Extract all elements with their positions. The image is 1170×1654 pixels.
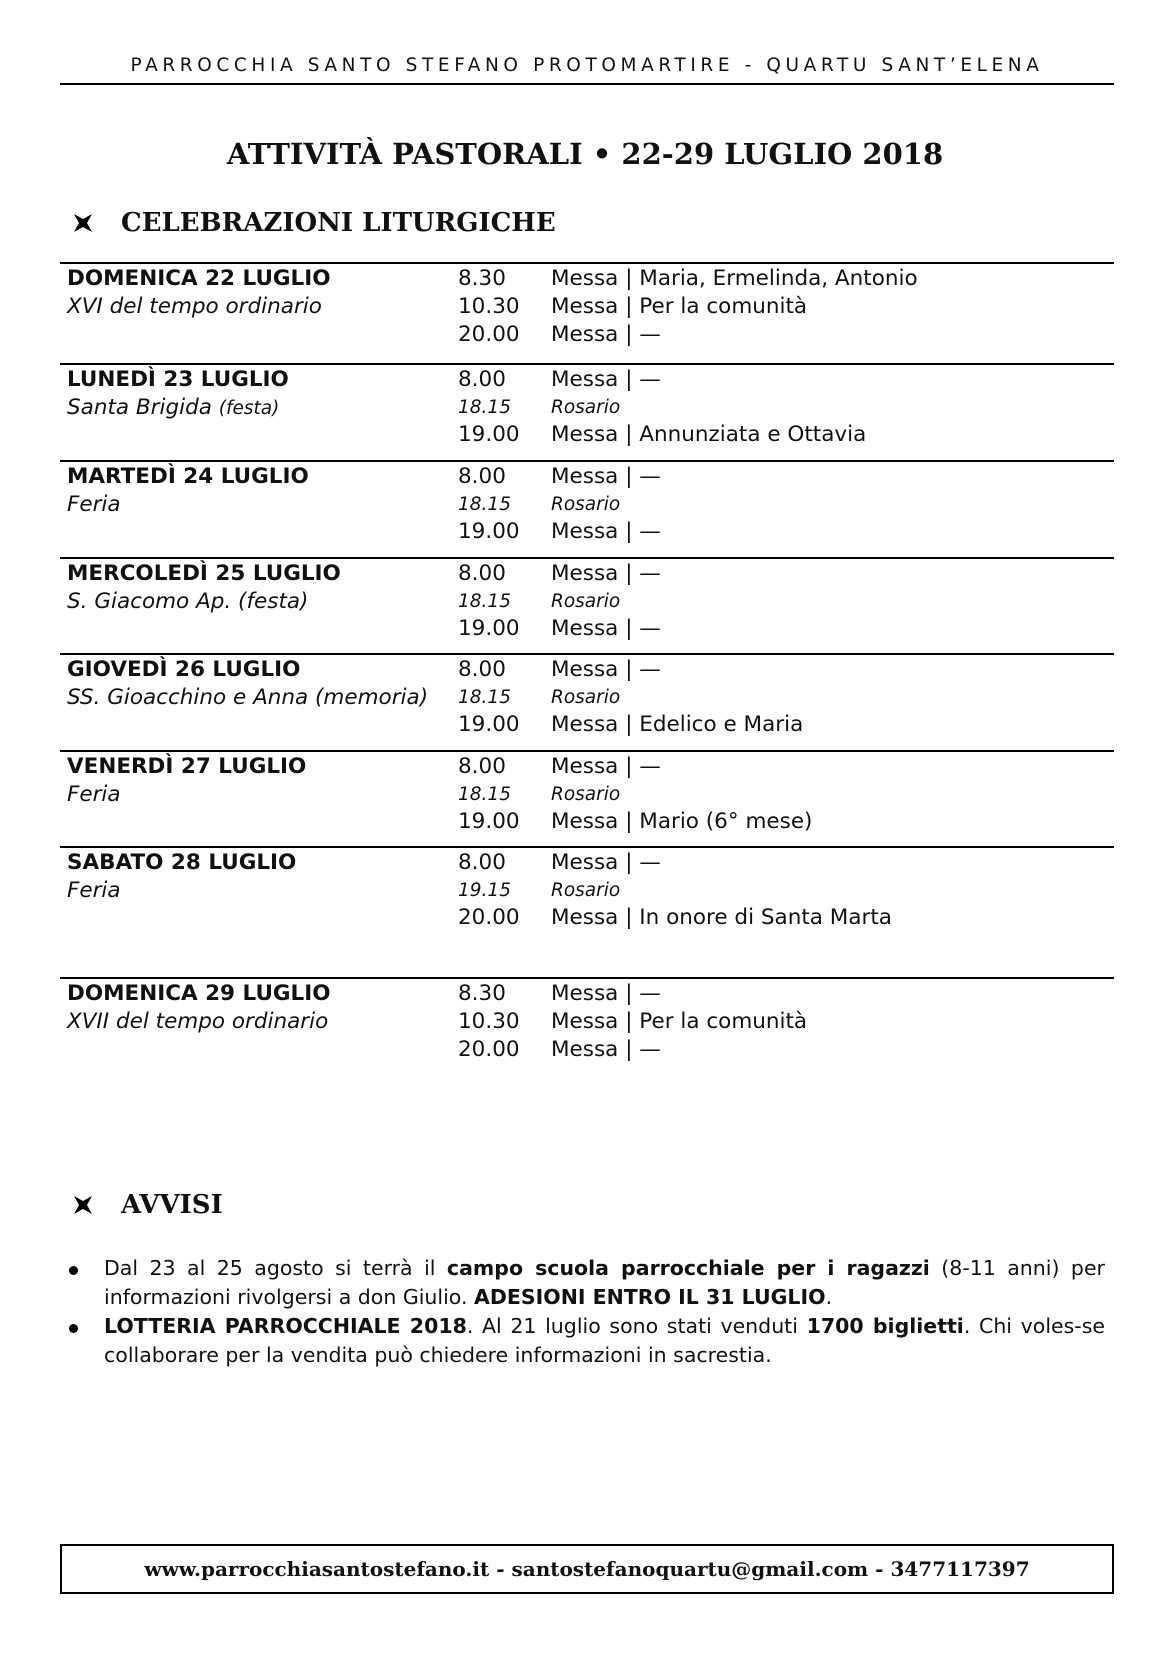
celebrations-heading <box>73 203 556 243</box>
schedule-event <box>458 394 1108 421</box>
event-time: 8.30 <box>458 266 506 291</box>
email-link[interactable]: santostefanoquartu@gmail.com <box>511 1557 869 1581</box>
event-time: 8.00 <box>458 754 506 779</box>
event-time: 18.15 <box>458 687 511 708</box>
notice-text: . <box>825 1285 833 1309</box>
day-subtitle: XVI del tempo ordinario <box>67 294 322 319</box>
parish-header <box>60 54 1114 85</box>
notice-item <box>65 1254 1105 1312</box>
event-desc: Messa | Mario (6° mese) <box>551 809 813 834</box>
event-desc: Messa | — <box>551 616 661 641</box>
event-desc: Messa | In onore di Santa Marta <box>551 905 892 930</box>
event-desc: Messa | Edelico e Maria <box>551 712 804 737</box>
notice-bold: ADESIONI ENTRO IL 31 LUGLIO <box>474 1285 826 1309</box>
schedule-day <box>60 846 1114 930</box>
schedule-event <box>458 293 1108 321</box>
schedule-event <box>458 849 1108 877</box>
event-time: 8.00 <box>458 657 506 682</box>
schedule-event <box>458 1036 1108 1064</box>
schedule-event <box>458 560 1108 588</box>
event-time: 20.00 <box>458 905 520 930</box>
cross-star-icon <box>73 1195 93 1215</box>
event-time: 18.15 <box>458 494 511 515</box>
website-link[interactable]: www.parrocchiasantostefano.it <box>144 1557 490 1581</box>
page-title: ATTIVITÀ PASTORALI • 22-29 LUGLIO 2018 <box>226 137 944 171</box>
schedule-day <box>60 460 1114 544</box>
event-desc: Messa | — <box>551 1037 661 1062</box>
cross-star-icon <box>73 213 93 233</box>
schedule-day <box>60 653 1114 737</box>
schedule-event <box>458 491 1108 518</box>
day-name: LUNEDÌ 23 LUGLIO <box>67 367 289 392</box>
schedule-event <box>458 711 1108 739</box>
event-desc: Messa | Per la comunità <box>551 294 808 319</box>
day-subtitle: Santa Brigida (festa) <box>67 395 280 420</box>
event-time: 18.15 <box>458 591 511 612</box>
schedule-day <box>60 977 1114 1062</box>
notice-bold: 1700 biglietti <box>806 1314 964 1338</box>
notice-bold: campo scuola parrocchiale per i ragazzi <box>446 1256 930 1280</box>
notices-title: AVVISI <box>121 1190 223 1220</box>
notices-heading <box>73 1185 223 1225</box>
bullet-icon <box>69 1324 78 1333</box>
notices-list <box>65 1254 1105 1370</box>
event-time: 18.15 <box>458 784 511 805</box>
day-name: GIOVEDÌ 26 LUGLIO <box>67 657 301 682</box>
schedule-event <box>458 781 1108 808</box>
schedule-event <box>458 421 1108 449</box>
day-note: (festa) <box>218 398 280 419</box>
schedule-event <box>458 265 1108 293</box>
notice-text: Dal 23 al 25 agosto si terrà il <box>104 1256 447 1280</box>
notice-text: (8-11 anni) per informazioni rivolgersi a don Giulio. <box>104 1256 1105 1309</box>
event-time: 20.00 <box>458 322 520 347</box>
schedule-event <box>458 615 1108 643</box>
schedule-event <box>458 980 1108 1008</box>
event-desc: Messa | — <box>551 981 661 1006</box>
day-name: MARTEDÌ 24 LUGLIO <box>67 464 309 489</box>
event-desc: Messa | — <box>551 519 661 544</box>
schedule-event <box>458 588 1108 615</box>
phone-number: 3477117397 <box>890 1557 1030 1581</box>
event-desc: Messa | Per la comunità <box>551 1009 808 1034</box>
event-time: 10.30 <box>458 1009 520 1034</box>
event-desc: Messa | Maria, Ermelinda, Antonio <box>551 266 918 291</box>
event-time: 19.15 <box>458 880 511 901</box>
schedule-event <box>458 518 1108 546</box>
event-time: 8.30 <box>458 981 506 1006</box>
schedule-event <box>458 808 1108 836</box>
event-time: 8.00 <box>458 850 506 875</box>
day-subtitle: SS. Gioacchino e Anna (memoria) <box>67 685 429 710</box>
event-desc: Rosario <box>551 687 621 708</box>
footer-separator: - <box>489 1557 512 1581</box>
notice-text: . Al 21 luglio sono stati venduti <box>466 1314 807 1338</box>
event-time: 19.00 <box>458 422 520 447</box>
day-subtitle: S. Giacomo Ap. (festa) <box>67 589 309 614</box>
schedule-event <box>458 877 1108 904</box>
day-subtitle: Feria <box>67 782 121 807</box>
notice-text: . Chi voles-se collaborare per la vendita può chiedere informazioni in sacrestia. <box>104 1314 1105 1367</box>
event-desc: Rosario <box>551 397 621 418</box>
schedule-day <box>60 363 1114 447</box>
day-name: SABATO 28 LUGLIO <box>67 850 297 875</box>
day-name: VENERDÌ 27 LUGLIO <box>67 754 307 779</box>
event-time: 8.00 <box>458 561 506 586</box>
event-desc: Messa | — <box>551 322 661 347</box>
event-desc: Messa | Annunziata e Ottavia <box>551 422 867 447</box>
event-desc: Messa | — <box>551 850 661 875</box>
parish-name: PARROCCHIA SANTO STEFANO PROTOMARTIRE - QUARTU SANT’ELENA <box>130 55 1044 76</box>
schedule-day <box>60 262 1114 347</box>
contact-footer <box>60 1544 1114 1594</box>
schedule-event <box>458 753 1108 781</box>
day-name: DOMENICA 22 LUGLIO <box>67 266 331 291</box>
schedule-day <box>60 557 1114 641</box>
schedule-day <box>60 750 1114 834</box>
schedule-event <box>458 321 1108 349</box>
event-desc: Rosario <box>551 784 621 805</box>
footer-separator: - <box>868 1557 891 1581</box>
day-subtitle: Feria <box>67 878 121 903</box>
event-time: 20.00 <box>458 1037 520 1062</box>
day-name: MERCOLEDÌ 25 LUGLIO <box>67 561 341 586</box>
event-time: 19.00 <box>458 809 520 834</box>
event-time: 8.00 <box>458 367 506 392</box>
event-desc: Messa | — <box>551 561 661 586</box>
schedule-event <box>458 463 1108 491</box>
event-desc: Rosario <box>551 591 621 612</box>
event-desc: Messa | — <box>551 754 661 779</box>
schedule-event <box>458 366 1108 394</box>
event-desc: Messa | — <box>551 657 661 682</box>
event-time: 19.00 <box>458 616 520 641</box>
event-time: 19.00 <box>458 712 520 737</box>
bullet-icon <box>69 1266 78 1275</box>
event-time: 18.15 <box>458 397 511 418</box>
event-desc: Messa | — <box>551 367 661 392</box>
schedule-event <box>458 684 1108 711</box>
event-time: 19.00 <box>458 519 520 544</box>
notice-bold: LOTTERIA PARROCCHIALE 2018 <box>104 1314 467 1338</box>
event-desc: Rosario <box>551 880 621 901</box>
event-desc: Rosario <box>551 494 621 515</box>
schedule-event <box>458 904 1108 932</box>
event-desc: Messa | — <box>551 464 661 489</box>
event-time: 10.30 <box>458 294 520 319</box>
celebrations-title: CELEBRAZIONI LITURGICHE <box>121 208 556 238</box>
schedule-event <box>458 1008 1108 1036</box>
event-time: 8.00 <box>458 464 506 489</box>
day-subtitle: XVII del tempo ordinario <box>67 1009 329 1034</box>
schedule-event <box>458 656 1108 684</box>
notice-item <box>65 1312 1105 1370</box>
day-name: DOMENICA 29 LUGLIO <box>67 981 331 1006</box>
day-subtitle: Feria <box>67 492 121 517</box>
